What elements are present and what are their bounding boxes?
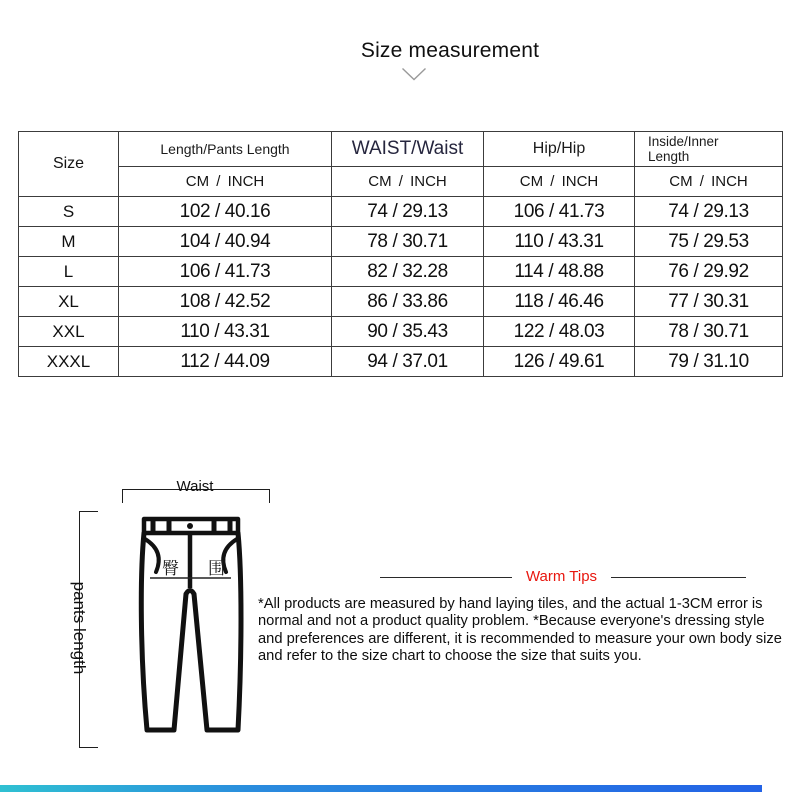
length-cell: 106 / 41.73 bbox=[119, 257, 332, 287]
table-row bbox=[19, 197, 783, 227]
size-cell: XXL bbox=[19, 317, 119, 347]
length-cell: 110 / 43.31 bbox=[119, 317, 332, 347]
table-row bbox=[19, 317, 783, 347]
hip-cell: 126 / 49.61 bbox=[484, 347, 635, 377]
waist-cell: 74 / 29.13 bbox=[332, 197, 484, 227]
tips-divider-right bbox=[611, 577, 746, 578]
unit-label: CM / INCH bbox=[484, 167, 635, 197]
length-cell: 108 / 42.52 bbox=[119, 287, 332, 317]
unit-label: CM / INCH bbox=[635, 167, 783, 197]
hip-cell: 110 / 43.31 bbox=[484, 227, 635, 257]
column-header-length: Length/Pants Length bbox=[119, 132, 332, 167]
warm-tips-body: *All products are measured by hand laying tiles, and the actual 1-3CM error is normal and not a product quality problem. *Because everyone's dressing style and preferences are different, it is recommended to measure your own body size and refer to the size chart to choose the size that suits you. bbox=[258, 596, 782, 665]
size-cell: M bbox=[19, 227, 119, 257]
page-title: Size measurement bbox=[360, 39, 540, 62]
table-unit-row bbox=[19, 167, 783, 197]
column-header-inner-length: Inside/Inner Length bbox=[635, 132, 783, 167]
table-row bbox=[19, 227, 783, 257]
inner-cell: 77 / 30.31 bbox=[635, 287, 783, 317]
waist-cell: 82 / 32.28 bbox=[332, 257, 484, 287]
length-cell: 104 / 40.94 bbox=[119, 227, 332, 257]
warm-tips-title: Warm Tips bbox=[525, 568, 598, 585]
table-row bbox=[19, 287, 783, 317]
waist-cell: 94 / 37.01 bbox=[332, 347, 484, 377]
inner-cell: 78 / 30.71 bbox=[635, 317, 783, 347]
size-cell: XL bbox=[19, 287, 119, 317]
hip-cn-char: 臀 bbox=[162, 559, 179, 579]
column-header-waist: WAIST/Waist bbox=[332, 132, 484, 167]
chevron-down-icon bbox=[401, 67, 427, 82]
hip-cell: 114 / 48.88 bbox=[484, 257, 635, 287]
size-table bbox=[18, 131, 783, 377]
hip-cell: 106 / 41.73 bbox=[484, 197, 635, 227]
inner-cell: 76 / 29.92 bbox=[635, 257, 783, 287]
waist-label: Waist bbox=[176, 478, 214, 495]
unit-label: CM / INCH bbox=[119, 167, 332, 197]
table-row bbox=[19, 257, 783, 287]
hip-cell: 122 / 48.03 bbox=[484, 317, 635, 347]
waist-cell: 78 / 30.71 bbox=[332, 227, 484, 257]
hip-cell: 118 / 46.46 bbox=[484, 287, 635, 317]
length-cell: 102 / 40.16 bbox=[119, 197, 332, 227]
inner-cell: 75 / 29.53 bbox=[635, 227, 783, 257]
footer-accent-bar bbox=[0, 785, 762, 792]
column-header-hip: Hip/Hip bbox=[484, 132, 635, 167]
size-cell: S bbox=[19, 197, 119, 227]
inner-cell: 79 / 31.10 bbox=[635, 347, 783, 377]
column-header-size: Size bbox=[19, 132, 119, 197]
pants-length-label: pants length bbox=[70, 581, 89, 675]
waist-cell: 90 / 35.43 bbox=[332, 317, 484, 347]
table-header-row bbox=[19, 132, 783, 167]
size-cell: L bbox=[19, 257, 119, 287]
length-cell: 112 / 44.09 bbox=[119, 347, 332, 377]
pants-outline-diagram bbox=[138, 514, 244, 746]
size-cell: XXXL bbox=[19, 347, 119, 377]
inner-cell: 74 / 29.13 bbox=[635, 197, 783, 227]
unit-label: CM / INCH bbox=[332, 167, 484, 197]
table-row bbox=[19, 347, 783, 377]
tips-divider-left bbox=[380, 577, 512, 578]
waist-cell: 86 / 33.86 bbox=[332, 287, 484, 317]
circumference-cn-char: 围 bbox=[208, 559, 225, 579]
